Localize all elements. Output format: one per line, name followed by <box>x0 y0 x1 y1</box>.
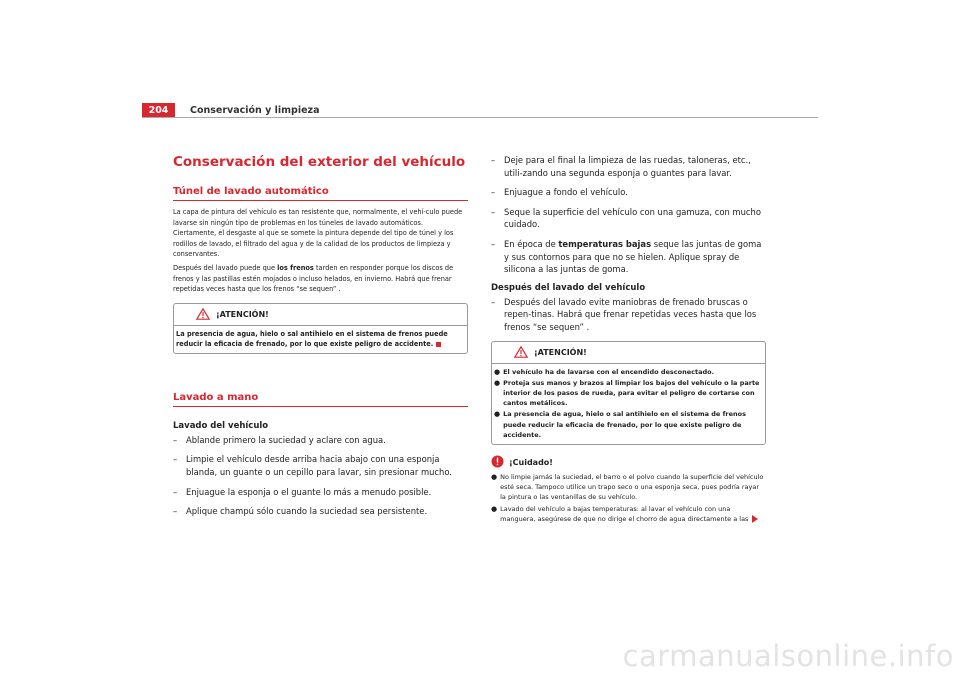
bullet-text: Lavado del vehículo a bajas temperaturas: al lavar el vehículo con una manguera, asegúrese de que no dirige el chorro de agua directamente a las <box>500 504 749 523</box>
caution-bullet: ● Lavado del vehículo a bajas temperaturas: al lavar el vehículo con una manguera, asegúrese de que no dirige el chorro de agua directamente a las <box>491 504 766 524</box>
warning-box-left <box>173 303 468 354</box>
bullet-text: El vehículo ha de lavarse con el encendido desconectado. <box>503 367 715 376</box>
warning-bullet: ● El vehículo ha de lavarse con el encendido desconectado. <box>494 367 715 376</box>
warning-title <box>174 304 467 325</box>
watermark: carmanualsonline.info <box>622 639 954 673</box>
list-item: – Deje para el final la limpieza de las ruedas, taloneras, etc., utili-zando una segunda esponja o guantes para lavar. <box>491 155 751 178</box>
warning-title-text: ¡ATENCIÓN! <box>534 348 587 358</box>
warning-list <box>492 363 765 444</box>
spacer <box>173 354 468 392</box>
text-run: Después del lavado puede que <box>173 263 278 272</box>
caution-title <box>491 455 766 470</box>
header-rule <box>142 117 818 118</box>
warning-box-right <box>491 341 766 445</box>
text-run: seque las juntas de goma y sus contornos para que no se hielen. Aplique spray de silicona a las juntas de goma. <box>504 238 762 275</box>
main-title: Conservación del exterior del vehículo <box>173 154 466 170</box>
bullet-text: No limpie jamás la suciedad, el barro o el polvo cuando la superficie del vehículo esté seca. Tampoco utilice un trapo seco o una esponja seca, pues podría rayar la pintura o las ventanillas de su vehículo. <box>500 472 764 502</box>
running-head: Conservación y limpieza <box>190 105 320 116</box>
warning-bullet: ● La presencia de agua, hielo o sal antihielo en el sistema de frenos puede reducir la eficacia de frenado, por lo que existe peligro de accidente. <box>494 409 763 440</box>
warning-title <box>492 342 765 363</box>
list-item-text: Después del lavado evite maniobras de frenado bruscas o repen-tinas. Habrá que frenar repetidas veces hasta que los frenos “se sequen” . <box>504 296 757 332</box>
paragraph-tunel-2 <box>173 263 468 295</box>
list-item: – En época de temperaturas bajas seque las juntas de goma y sus contornos para que no se hielen. Aplique spray de silicona a las juntas de goma. <box>491 238 762 275</box>
warning-triangle-icon <box>514 346 528 360</box>
spacer <box>173 413 468 421</box>
warning-triangle-icon <box>196 308 210 322</box>
bullet-text: Proteja sus manos y brazos al limpiar los bajos del vehículo o la parte interior de los pasos de rueda, para evitar el peligro de cortarse con cantos metálicos. <box>503 378 760 408</box>
list-item: – Ablande primero la suciedad y aclare con agua. <box>173 434 386 445</box>
list-item: – Aplique champú sólo cuando la suciedad sea persistente. <box>173 506 428 517</box>
list-item-text: Deje para el final la limpieza de las ruedas, taloneras, etc., utili-zando una segunda esponja o guantes para lavar. <box>504 155 751 178</box>
exclamation-circle-icon <box>491 455 504 470</box>
warning-title-text: ¡ATENCIÓN! <box>216 310 269 320</box>
bullet-text: La presencia de agua, hielo o sal antihielo en el sistema de frenos puede reducir la eficacia de frenado, por lo que existe peligro de accidente. <box>503 410 747 439</box>
warning-bullet: ● Proteja sus manos y brazos al limpiar los bajos del vehículo o la parte interior de los pasos de rueda, para evitar el peligro de cortarse con cantos metálicos. <box>494 378 763 409</box>
warning-text: La presencia de agua, hielo o sal antihielo en el sistema de frenos puede reducir la eficacia de frenado, por lo que existe peligro de accidente. <box>176 329 448 349</box>
text-run: En época de <box>504 238 559 249</box>
left-column <box>173 186 468 525</box>
list-item-text: Enjuague a fondo el vehículo. <box>504 187 628 198</box>
right-column <box>491 154 766 525</box>
caution-body <box>491 472 766 524</box>
caution-title-text: ¡Cuidado! <box>509 457 553 467</box>
caution-bullet: ● No limpie jamás la suciedad, el barro o el polvo cuando la superficie del vehículo esté seca. Tampoco utilice un trapo seco o una esponja seca, pues podría rayar la pintura o las ventanillas de su vehículo. <box>491 472 766 503</box>
bold-run: temperaturas bajas <box>558 238 652 249</box>
list-item: – Después del lavado evite maniobras de frenado bruscas o repen-tinas. Habrá que frenar repetidas veces hasta que los frenos “se sequen” . <box>491 296 757 332</box>
bold-run: los frenos <box>277 263 314 272</box>
list-item-text: Ablande primero la suciedad y aclare con agua. <box>186 434 386 445</box>
list-item: – Enjuague la esponja o el guante lo más a menudo posible. <box>173 486 432 497</box>
text-run: tarden en responder porque los discos de frenos y las pastillas estén mojados o incluso helados, en invierno. Habrá que frenar repetidas veces hasta que los frenos “se sequen” . <box>173 263 454 294</box>
page-number: 204 <box>142 103 175 118</box>
subheading-despues: Después del lavado del vehículo <box>491 282 646 293</box>
list-item-text: Limpie el vehículo desde arriba hacia abajo con una esponja blanda, un guante o un cepillo para lavar, sin presionar mucho. <box>186 454 452 477</box>
list-item-text: Aplique champú sólo cuando la suciedad sea persistente. <box>186 506 428 517</box>
subheading-lavado: Lavado del vehículo <box>173 420 269 431</box>
paragraph-tunel-1: La capa de pintura del vehículo es tan resistente que, normalmente, el vehí-culo puede lavarse sin ningún tipo de problemas en los túneles de lavado automáticos. Ciertamente, el desgaste al que se somete la pintura depende del tipo de túnel y los rodillos de lavado, el filtrado del agua y de la calidad de los productos de limpieza y conservantes. <box>173 208 463 259</box>
list-item-text: Seque la superficie del vehículo con una gamuza, con mucho cuidado. <box>504 206 761 230</box>
section-heading-tunel: Túnel de lavado automático <box>173 186 468 201</box>
list-item: – Seque la superficie del vehículo con una gamuza, con mucho cuidado. <box>491 206 761 230</box>
list-item: – Limpie el vehículo desde arriba hacia abajo con una esponja blanda, un guante o un cepillo para lavar, sin presionar mucho. <box>173 454 452 477</box>
continue-arrow-icon <box>752 515 758 523</box>
list-item: – Enjuague a fondo el vehículo. <box>491 187 628 198</box>
section-heading-lavado-mano: Lavado a mano <box>173 392 468 407</box>
end-marker-icon <box>436 342 441 347</box>
warning-body <box>174 325 467 353</box>
list-item-text: Enjuague la esponja o el guante lo más a menudo posible. <box>186 486 432 497</box>
